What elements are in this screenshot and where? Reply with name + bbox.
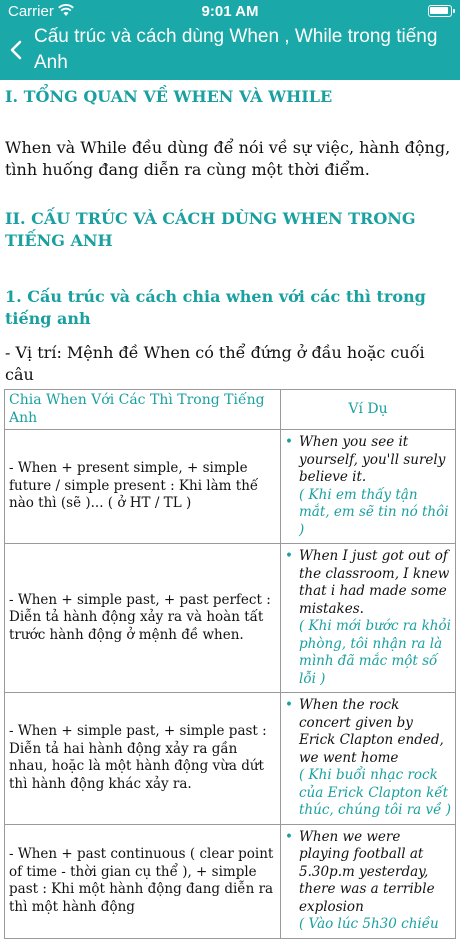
battery-icon (428, 5, 452, 17)
bullet-icon: • (285, 548, 293, 564)
example-translation: ( Khi em thấy tận mắt, em sẽ tin nó thôi ) (299, 486, 449, 538)
example-cell (281, 824, 456, 938)
example-cell (281, 430, 456, 544)
table-row (5, 430, 456, 544)
structure-cell: - When + simple past, + simple past : Diễn tả hai hành động xảy ra gần nhau, hoặc là một hành động vừa dứt thì hành động khác xảy ra. (5, 693, 281, 825)
example-text: When the rock concert given by Erick Clapton ended, we went home (299, 697, 444, 766)
example-text: When I just got out of the classroom, I knew that i had made some mistakes. (299, 548, 450, 617)
example-translation: ( Khi mới bước ra khỏi phòng, tôi nhận ra là mình đã mắc một số lỗi ) (299, 618, 451, 687)
clock: 9:01 AM (201, 3, 259, 20)
example-text: When we were playing football at 5.30p.m yesterday, there was a terrible explosion (299, 828, 435, 915)
bullet-icon: • (285, 697, 293, 713)
structure-cell: - When + simple past, + past perfect : Diễn tả hành động xảy ra và hoàn tất trước hành động ở mệnh đề when. (5, 544, 281, 693)
table-header-row (5, 390, 456, 430)
carrier-label: Carrier (8, 3, 54, 20)
example-text: When you see it yourself, you'll surely believe it. (299, 434, 446, 485)
status-bar (0, 0, 460, 24)
table-row (5, 544, 456, 693)
tense-table (4, 389, 456, 939)
section-heading-1: I. TỔNG QUAN VỀ WHEN VÀ WHILE (5, 87, 333, 106)
table-row (5, 824, 456, 938)
section-heading-3: 1. Cấu trúc và cách chia when với các thì trong tiếng anh (5, 287, 426, 328)
section-heading-2: II. CẤU TRÚC VÀ CÁCH DÙNG WHEN TRONG TIẾNG ANH (5, 209, 416, 250)
structure-cell: - When + present simple, + simple future / simple present : Khi làm thế nào thì (sẽ )... ( ở HT / TL ) (5, 430, 281, 544)
table-header-example: Ví Dụ (281, 390, 456, 430)
bullet-icon: • (285, 828, 293, 845)
table-header-structure: Chia When Với Các Thì Trong Tiếng Anh (5, 390, 281, 430)
chevron-left-icon (10, 40, 22, 60)
bullet-icon: • (285, 434, 293, 450)
back-button[interactable] (4, 36, 28, 64)
structure-cell: - When + past continuous ( clear point of time - thời gian cụ thể ), + simple past : Khi một hành động đang diễn ra thì một hành động (5, 824, 281, 938)
example-cell (281, 693, 456, 825)
article-content[interactable] (0, 80, 460, 932)
example-translation: ( Khi buổi nhạc rock của Erick Clapton kết thúc, chúng tôi ra về ) (299, 767, 451, 818)
paragraph-1: When và While đều dùng để nói về sự việc, hành động, tình huống đang diễn ra cùng một thời điểm. (5, 138, 451, 179)
paragraph-2: - Vị trí: Mệnh đề When có thể đứng ở đầu hoặc cuối câu (5, 343, 425, 384)
nav-header (0, 0, 460, 80)
example-cell (281, 544, 456, 693)
page-title: Cấu trúc và cách dùng When , While trong tiếng Anh (34, 26, 438, 73)
table-row (5, 693, 456, 825)
example-translation: ( Vào lúc 5h30 chiều (299, 916, 439, 932)
